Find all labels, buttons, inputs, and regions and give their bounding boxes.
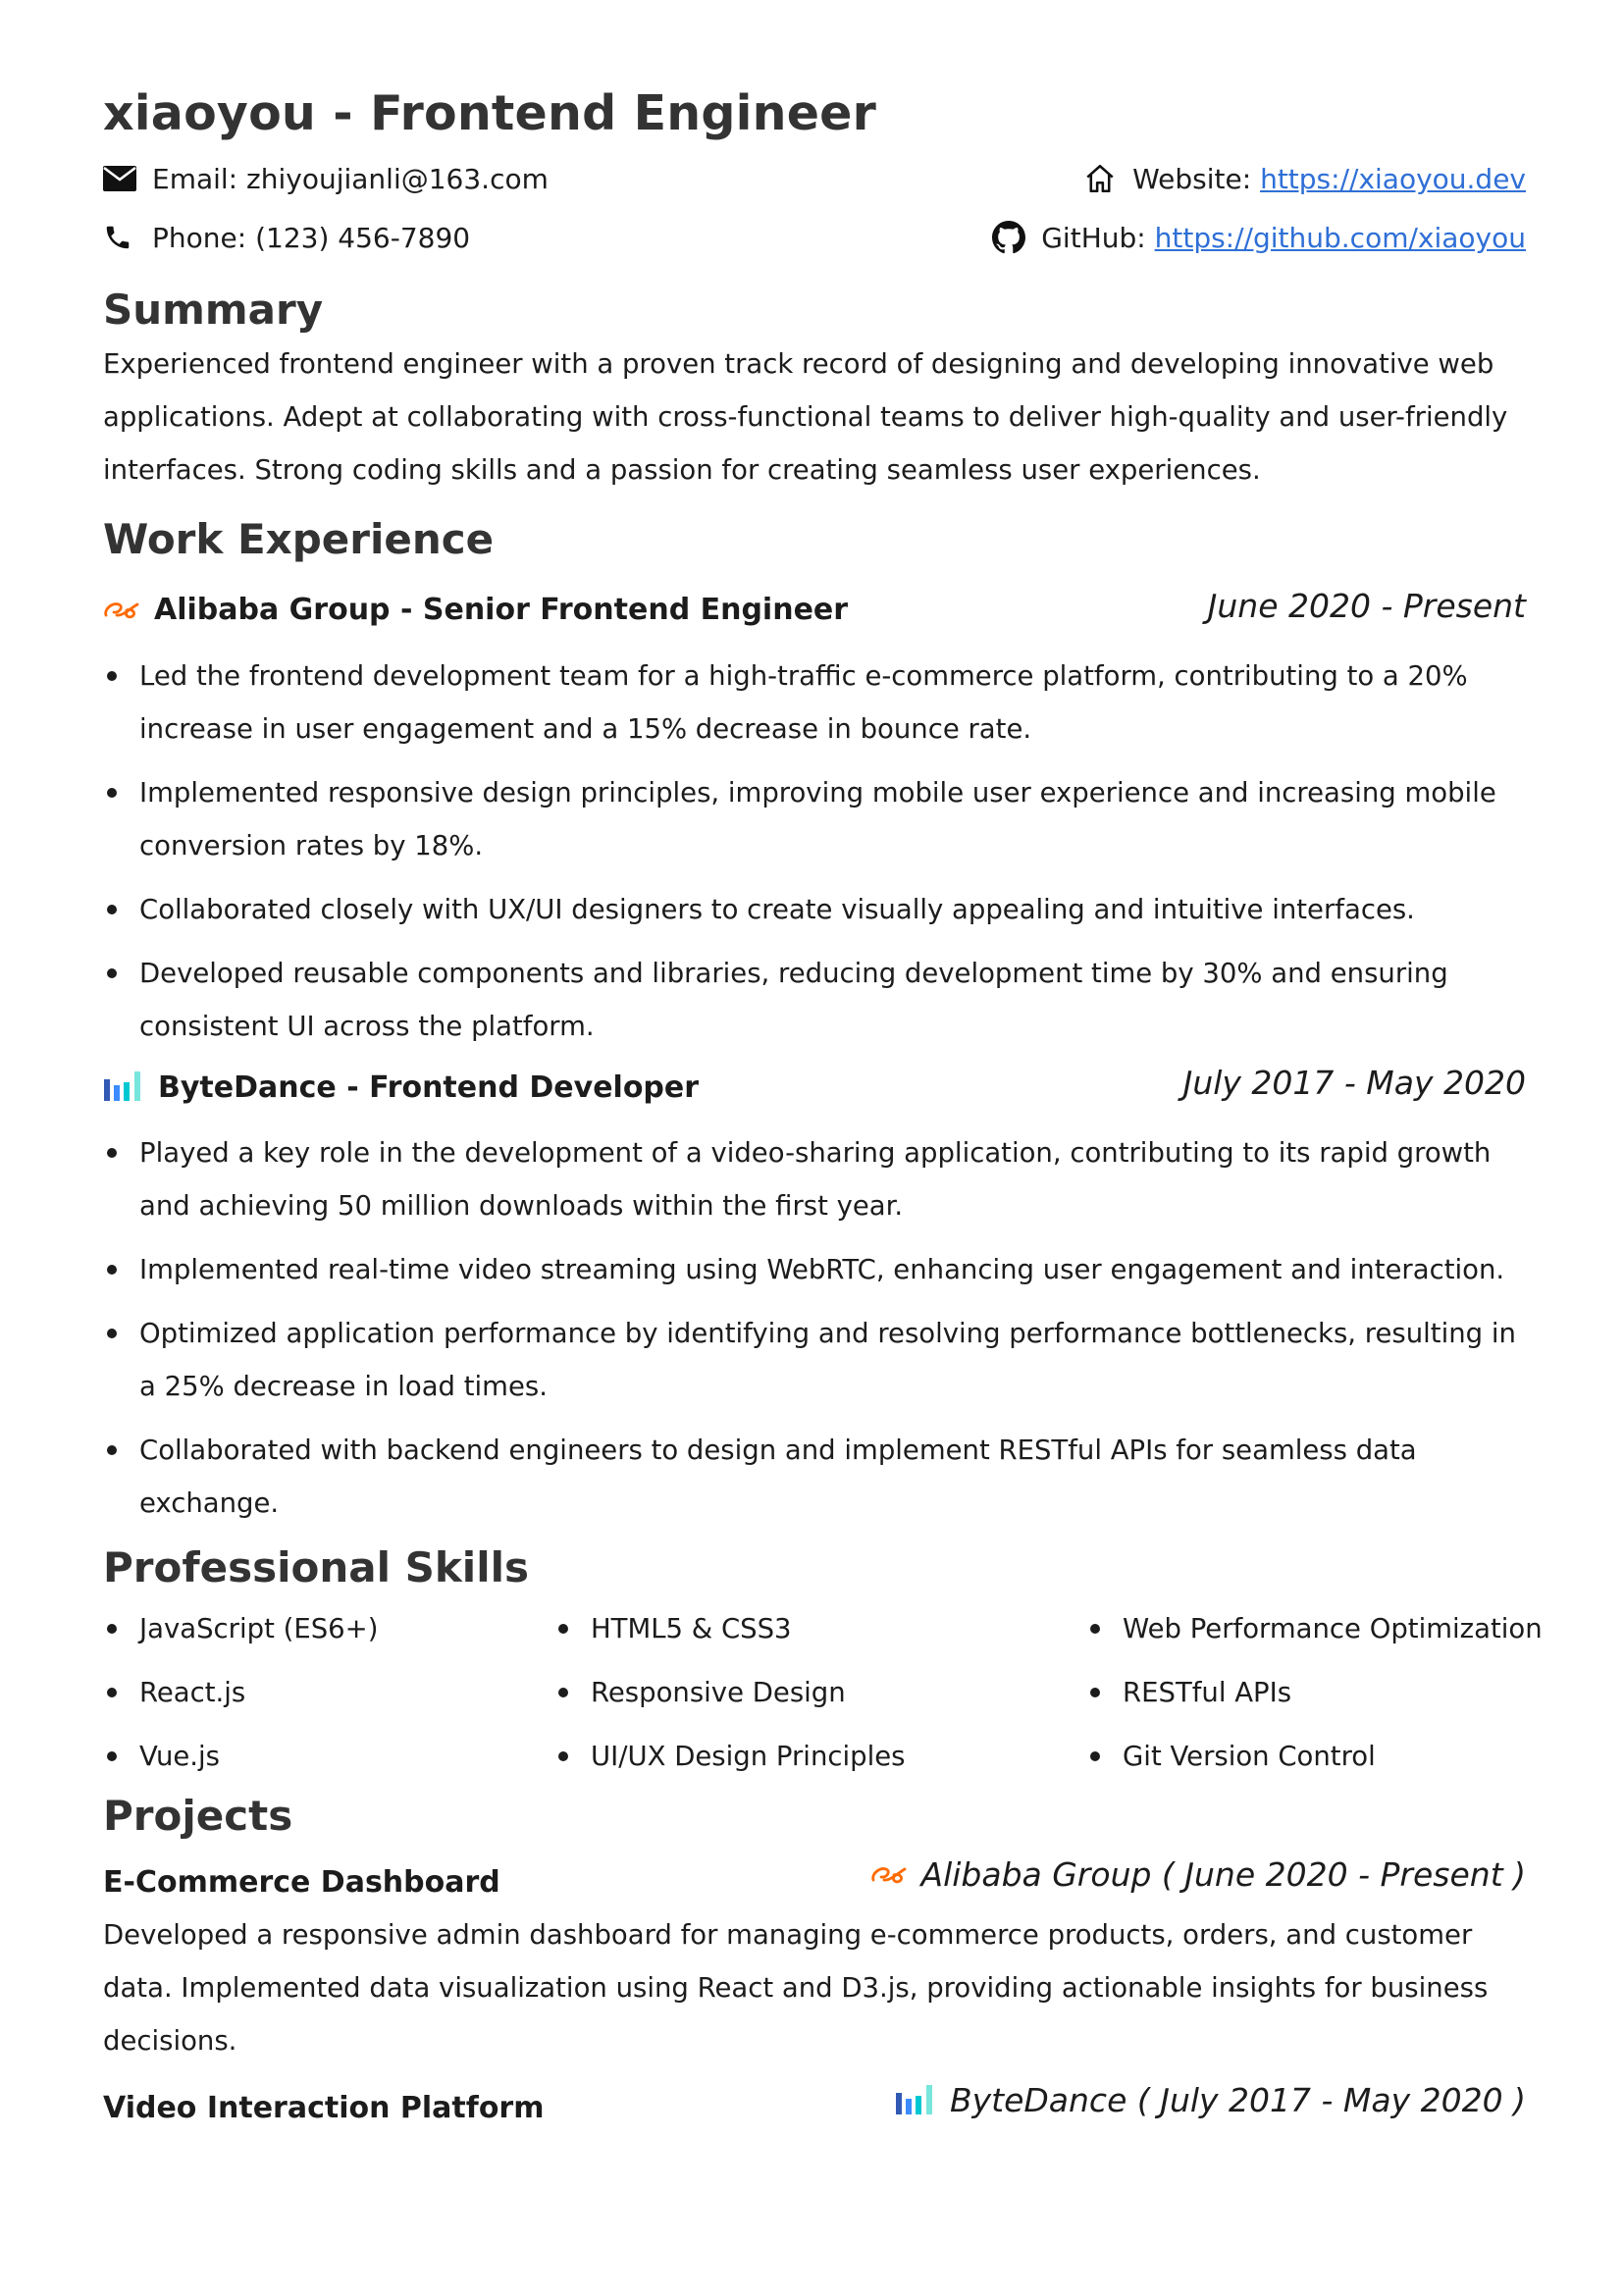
professional-skills-heading: Professional Skills — [103, 1543, 529, 1591]
list-item: Collaborated with backend engineers to design and implement RESTful APIs for seamless data exchange. — [103, 1424, 1526, 1530]
skill-item: HTML5 & CSS3 — [554, 1609, 792, 1648]
github-label: GitHub: — [1041, 221, 1146, 254]
email-label: Email: — [152, 162, 238, 195]
job-header — [103, 587, 1526, 638]
website-label: Website: — [1132, 162, 1252, 195]
job-header — [103, 1064, 1526, 1115]
list-item: Implemented responsive design principles, improving mobile user experience and increasing mobile conversion rates by 18%. — [103, 766, 1526, 872]
alibaba-logo-icon — [103, 600, 140, 620]
skill-item: JavaScript (ES6+) — [103, 1609, 378, 1648]
job-date: June 2020 - Present — [1207, 587, 1526, 625]
project-header — [103, 2081, 1526, 2134]
phone-value: (123) 456-7890 — [255, 221, 471, 254]
skill-item: React.js — [103, 1673, 245, 1712]
phone-icon — [103, 220, 138, 255]
job-title: Alibaba Group - Senior Frontend Engineer — [154, 593, 849, 627]
job-title: ByteDance - Frontend Developer — [158, 1069, 700, 1105]
skill-item: Web Performance Optimization — [1086, 1609, 1543, 1648]
contact-info — [103, 159, 1526, 277]
skill-item: RESTful APIs — [1086, 1673, 1291, 1712]
list-item: Led the frontend development team for a high-traffic e-commerce platform, contributing to a 20% increase in user engagement and a 15% decrease in bounce rate. — [103, 650, 1526, 756]
project-header — [103, 1855, 1526, 1908]
github-icon — [992, 220, 1027, 255]
alibaba-logo-icon — [870, 1865, 908, 1885]
project-video — [103, 2081, 1526, 2134]
project-org: ByteDance ( July 2017 - May 2020 ) — [949, 2081, 1526, 2119]
github-link[interactable]: https://github.com/xiaoyou — [1154, 221, 1526, 254]
home-icon — [1083, 161, 1119, 196]
resume-page — [103, 82, 1543, 2134]
summary-heading: Summary — [103, 286, 324, 334]
website-link[interactable]: https://xiaoyou.dev — [1260, 162, 1526, 195]
job-date: July 2017 - May 2020 — [1182, 1064, 1526, 1102]
project-org: Alibaba Group ( June 2020 - Present ) — [920, 1855, 1526, 1894]
envelope-icon — [103, 161, 138, 196]
work-experience-heading: Work Experience — [103, 515, 495, 563]
phone-label: Phone: — [152, 221, 247, 254]
skill-item: Responsive Design — [554, 1673, 846, 1712]
list-item: Developed reusable components and libraries, reducing development time by 30% and ensuring consistent UI across the platform. — [103, 947, 1526, 1053]
contact-github — [992, 218, 1526, 257]
list-item: Collaborated closely with UX/UI designers to create visually appealing and intuitive interfaces. — [103, 883, 1526, 936]
contact-phone — [103, 218, 470, 257]
project-name: E-Commerce Dashboard — [103, 1865, 500, 1900]
list-item: Optimized application performance by identifying and resolving performance bottlenecks, resulting in a 25% decrease in load times. — [103, 1307, 1526, 1413]
page-title: xiaoyou - Frontend Engineer — [103, 85, 876, 141]
bytedance-logo-icon — [895, 2083, 936, 2118]
job-alibaba — [103, 587, 1526, 1053]
job-bytedance — [103, 1064, 1526, 1530]
contact-email — [103, 159, 549, 198]
list-item: Played a key role in the development of a video-sharing application, contributing to its rapid growth and achieving 50 million downloads within the first year. — [103, 1126, 1526, 1232]
skills-grid — [103, 1603, 1543, 1795]
projects-heading: Projects — [103, 1792, 293, 1840]
job-bullets — [103, 650, 1526, 1053]
summary-text: Experienced frontend engineer with a proven track record of designing and developing innovative web applications. Adept at collaborating with cross-functional teams to deliver high-quality and user-friendly interfaces. Strong coding skills and a passion for creating seamless user experiences. — [103, 348, 1508, 486]
project-description: Developed a responsive admin dashboard for managing e-commerce products, orders, and customer data. Implemented data visualization using React and D3.js, providing actionable insights for business decisions. — [103, 1919, 1489, 2057]
skill-item: Vue.js — [103, 1737, 220, 1776]
project-name: Video Interaction Platform — [103, 2091, 545, 2125]
contact-website — [1083, 159, 1526, 198]
email-value: zhiyoujianli@163.com — [246, 162, 549, 195]
job-bullets — [103, 1126, 1526, 1530]
list-item: Implemented real-time video streaming using WebRTC, enhancing user engagement and interaction. — [103, 1243, 1526, 1296]
skill-item: UI/UX Design Principles — [554, 1737, 905, 1776]
project-ecommerce — [103, 1855, 1526, 2067]
skill-item: Git Version Control — [1086, 1737, 1376, 1776]
bytedance-logo-icon — [103, 1069, 144, 1105]
